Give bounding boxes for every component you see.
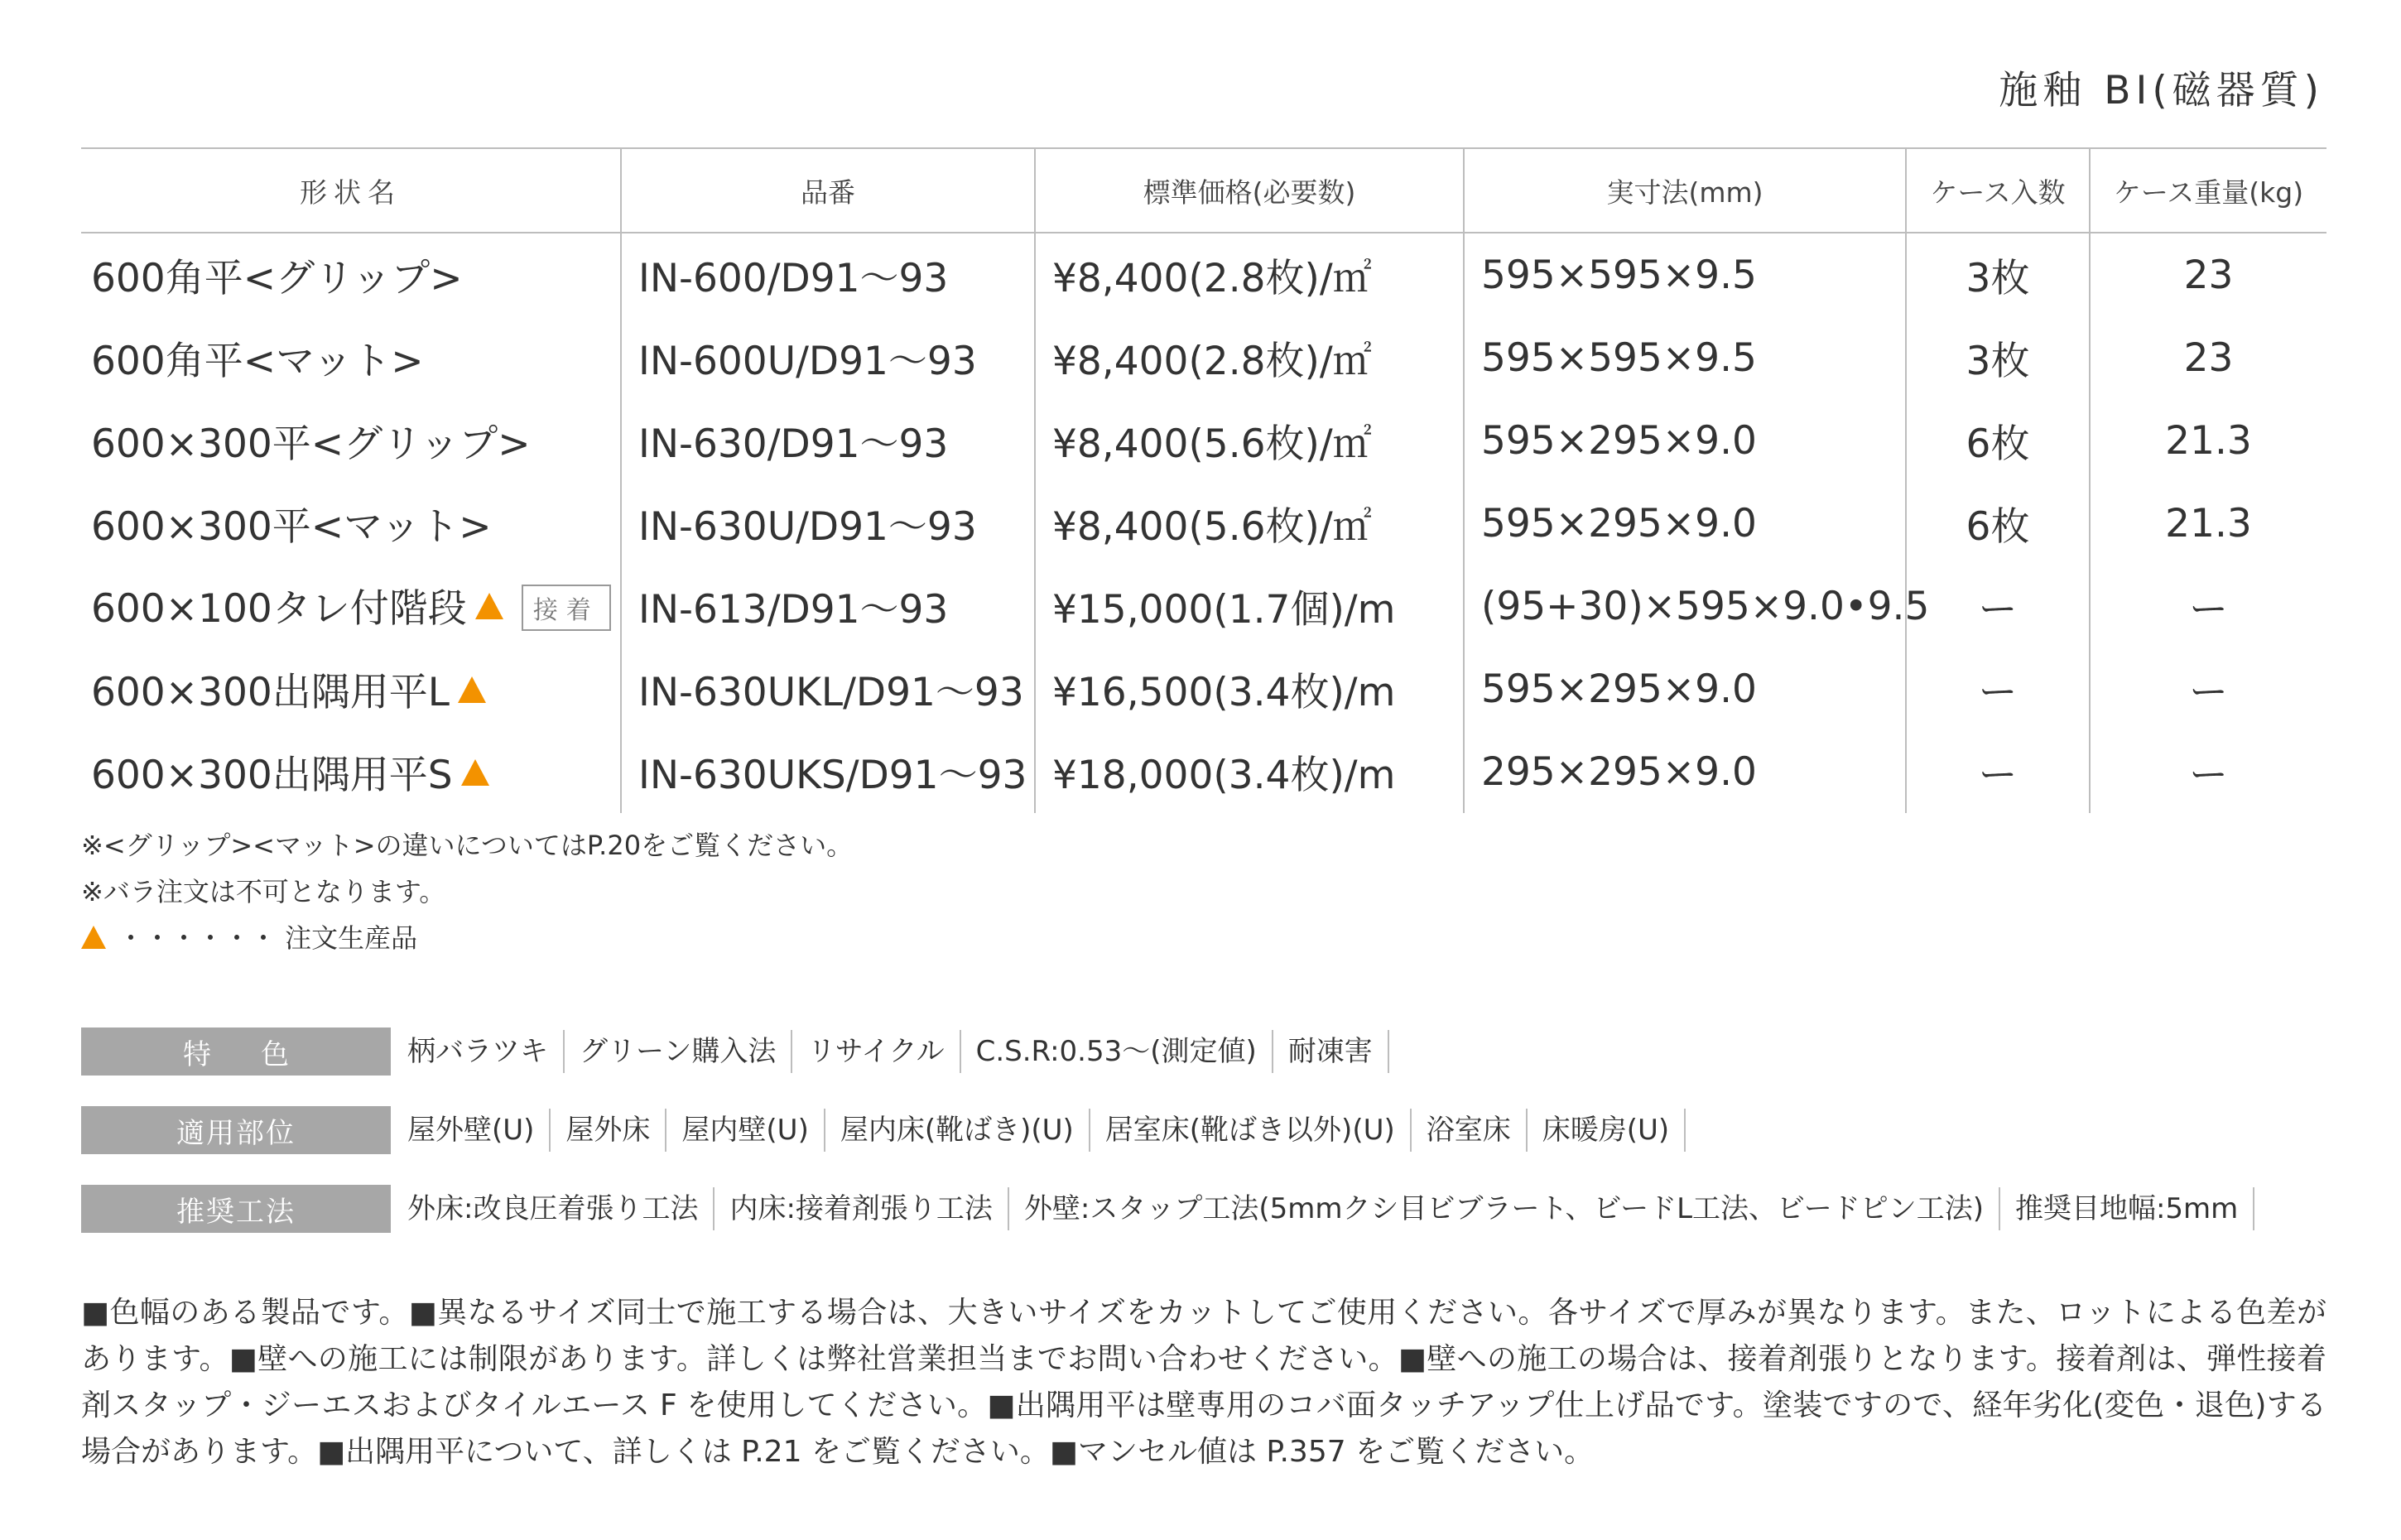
cell-dimensions: [1464, 316, 1906, 399]
applicable-areas-items: [407, 1109, 1701, 1152]
cell-dimensions-text: 595×295×9.0: [1481, 500, 1757, 546]
cell-dimensions: [1464, 647, 1906, 730]
cell-shape-name-text: 600×300出隅用平L: [91, 669, 450, 715]
adhesive-badge: 接着: [522, 585, 611, 631]
cell-shape-name-text: 600×300出隅用平S: [91, 752, 453, 798]
cell-dimensions-text: 595×595×9.5: [1481, 334, 1757, 381]
cell-case-weight: [2090, 482, 2326, 565]
cell-case-weight-text: ー: [2189, 586, 2228, 633]
cell-product-code-text: IN-630/D91〜93: [638, 421, 949, 467]
cell-price-text: ¥8,400(2.8枚)/㎡: [1052, 255, 1372, 301]
cell-shape-name-text: 600角平<マット>: [91, 338, 424, 384]
cell-case-qty: [1906, 316, 2090, 399]
cell-product-code: [621, 316, 1035, 399]
cell-shape-name-text: 600角平<グリップ>: [91, 255, 463, 301]
page-title: 施釉 BI(磁器質): [1999, 68, 2324, 113]
warning-triangle-icon: [475, 593, 503, 619]
cell-case-weight: [2090, 730, 2326, 813]
cell-case-qty: [1906, 647, 2090, 730]
cell-price: [1035, 399, 1464, 482]
warning-triangle-icon: [81, 926, 106, 949]
header-shape-name: 形状名: [81, 148, 621, 233]
applicable-areas-row: [81, 1106, 1701, 1154]
cell-product-code: [621, 565, 1035, 647]
cell-price-text: ¥18,000(3.4枚)/m: [1052, 752, 1396, 798]
cell-product-code-text: IN-613/D91〜93: [638, 586, 949, 633]
cell-shape-name: [81, 399, 621, 482]
recommended-methods-items: [407, 1187, 2269, 1230]
cell-case-weight: [2090, 233, 2326, 316]
cell-shape-name: [81, 482, 621, 565]
table-row: [81, 316, 2326, 399]
cell-price-text: ¥16,500(3.4枚)/m: [1052, 669, 1396, 715]
header-dimensions: 実寸法(mm): [1464, 148, 1906, 233]
attribute-tag: 居室床(靴ばき以外)(U): [1105, 1109, 1412, 1152]
cell-case-qty: [1906, 233, 2090, 316]
cell-shape-name: [81, 565, 621, 647]
cell-case-weight: [2090, 565, 2326, 647]
cell-product-code: [621, 399, 1035, 482]
cell-dimensions-text: 595×295×9.0: [1481, 666, 1757, 712]
attribute-tag: 推奨目地幅:5mm: [2015, 1187, 2254, 1230]
cell-case-weight: [2090, 316, 2326, 399]
table-row: [81, 399, 2326, 482]
cell-case-weight-text: 23: [2183, 334, 2234, 381]
attribute-tag: 浴室床: [1427, 1109, 1528, 1152]
cell-dimensions: [1464, 482, 1906, 565]
cell-price: [1035, 233, 1464, 316]
cell-case-weight-text: ー: [2189, 752, 2228, 798]
cell-product-code-text: IN-630UKS/D91〜93: [638, 752, 1027, 798]
attribute-tag: 屋内床(靴ばき)(U): [840, 1109, 1090, 1152]
cell-price-text: ¥15,000(1.7個)/m: [1052, 586, 1396, 633]
cell-case-qty: [1906, 399, 2090, 482]
cell-case-qty-text: 3枚: [1966, 255, 2030, 301]
cell-case-qty-text: ー: [1978, 669, 2018, 715]
cell-product-code-text: IN-600/D91〜93: [638, 255, 949, 301]
cell-product-code: [621, 233, 1035, 316]
cell-dimensions-text: 295×295×9.0: [1481, 748, 1757, 795]
note-made-to-order-text: ・・・・・・ 注文生産品: [118, 922, 418, 954]
header-product-code: 品番: [621, 148, 1035, 233]
cell-shape-name-text: 600×300平<グリップ>: [91, 421, 531, 467]
cell-case-qty-text: ー: [1978, 752, 2018, 798]
cell-case-weight-text: 21.3: [2165, 500, 2252, 546]
cell-case-weight: [2090, 399, 2326, 482]
attribute-tag: 床暖房(U): [1542, 1109, 1686, 1152]
attribute-tag: グリーン購入法: [580, 1030, 792, 1073]
table-notes: [81, 822, 853, 961]
note-grip-matte: ※<グリップ><マット>の違いについてはP.20をご覧ください。: [81, 830, 854, 861]
cell-case-weight-text: ー: [2189, 669, 2228, 715]
note-no-loose-order: ※バラ注文は不可となります。: [81, 876, 446, 907]
cell-case-qty: [1906, 565, 2090, 647]
cell-dimensions-text: 595×295×9.0: [1481, 417, 1757, 464]
cell-case-qty-text: 3枚: [1966, 338, 2030, 384]
attribute-tag: 外壁:スタップ工法(5mmクシ目ビブラート、ビードL工法、ビードピン工法): [1024, 1187, 2000, 1230]
spec-table: [81, 147, 2326, 813]
attribute-tag: 内床:接着剤張り工法: [729, 1187, 1008, 1230]
header-case-weight: ケース重量(kg): [2090, 148, 2326, 233]
cell-product-code-text: IN-630UKL/D91〜93: [638, 669, 1024, 715]
header-case-qty: ケース入数: [1906, 148, 2090, 233]
cell-product-code: [621, 647, 1035, 730]
cell-dimensions: [1464, 730, 1906, 813]
applicable-areas-label: 適用部位: [81, 1106, 391, 1154]
attribute-tag: C.S.R:0.53〜(測定値): [976, 1030, 1273, 1073]
features-items: [407, 1030, 1404, 1073]
cell-price: [1035, 647, 1464, 730]
attribute-tag: リサイクル: [807, 1030, 960, 1073]
features-row: [81, 1027, 1404, 1076]
warning-triangle-icon: [458, 676, 486, 703]
product-notes-paragraph: ■色幅のある製品です。■異なるサイズ同士で施工する場合は、大きいサイズをカットしてご使用ください。各サイズで厚みが異なります。また、ロットによる色差があります。■壁への施工には制限があります。詳しくは弊社営業担当までお問い合わせください。■壁への施工の場合は、接着剤張りとなります。接着剤は、弾性接着剤スタップ・ジーエスおよびタイルエース F を使用してください。■出隅用平は壁専用のコバ面タッチアップ仕上げ品です。塗装ですので、経年劣化(変色・退色)する場合があります。■出隅用平について、詳しくは P.21 をご覧ください。■マンセル値は P.357 をご覧ください。: [81, 1296, 2326, 1469]
cell-product-code-text: IN-630U/D91〜93: [638, 503, 977, 550]
cell-case-qty: [1906, 730, 2090, 813]
cell-case-weight-text: 23: [2183, 252, 2234, 298]
cell-case-weight-text: 21.3: [2165, 417, 2252, 464]
cell-shape-name: [81, 647, 621, 730]
cell-price: [1035, 565, 1464, 647]
cell-shape-name-text: 600×100タレ付階段: [91, 585, 467, 632]
features-label: 特色: [81, 1027, 391, 1076]
cell-dimensions: [1464, 233, 1906, 316]
attribute-tag: 柄バラツキ: [407, 1030, 565, 1073]
cell-price-text: ¥8,400(2.8枚)/㎡: [1052, 338, 1372, 384]
attribute-tag: 屋内壁(U): [681, 1109, 825, 1152]
cell-product-code: [621, 482, 1035, 565]
attribute-tag: 耐凍害: [1288, 1030, 1389, 1073]
cell-shape-name: [81, 316, 621, 399]
cell-case-qty-text: ー: [1978, 586, 2018, 633]
table-row: [81, 482, 2326, 565]
note-made-to-order: [81, 915, 853, 961]
table-row: [81, 730, 2326, 813]
cell-dimensions-text: (95+30)×595×9.0•9.5: [1481, 583, 1930, 629]
cell-shape-name-text: 600×300平<マット>: [91, 503, 492, 550]
cell-price-text: ¥8,400(5.6枚)/㎡: [1052, 421, 1372, 467]
cell-product-code-text: IN-600U/D91〜93: [638, 338, 977, 384]
cell-price: [1035, 482, 1464, 565]
cell-product-code: [621, 730, 1035, 813]
recommended-methods-row: [81, 1185, 2269, 1233]
cell-case-weight: [2090, 647, 2326, 730]
attribute-tag: 屋外壁(U): [407, 1109, 551, 1152]
attribute-tag: 屋外床: [565, 1109, 666, 1152]
header-price: 標準価格(必要数): [1035, 148, 1464, 233]
cell-price: [1035, 316, 1464, 399]
cell-case-qty: [1906, 482, 2090, 565]
warning-triangle-icon: [461, 759, 489, 786]
cell-dimensions: [1464, 399, 1906, 482]
cell-price: [1035, 730, 1464, 813]
table-header-row: [81, 148, 2326, 233]
cell-shape-name: [81, 233, 621, 316]
table-row: [81, 565, 2326, 647]
table-row: [81, 647, 2326, 730]
cell-dimensions-text: 595×595×9.5: [1481, 252, 1757, 298]
recommended-methods-label: 推奨工法: [81, 1185, 391, 1233]
table-row: [81, 233, 2326, 316]
cell-price-text: ¥8,400(5.6枚)/㎡: [1052, 503, 1372, 550]
cell-shape-name: [81, 730, 621, 813]
cell-case-qty-text: 6枚: [1966, 503, 2030, 550]
cell-dimensions: [1464, 565, 1930, 647]
cell-case-qty-text: 6枚: [1966, 421, 2030, 467]
attribute-tag: 外床:改良圧着張り工法: [407, 1187, 715, 1230]
